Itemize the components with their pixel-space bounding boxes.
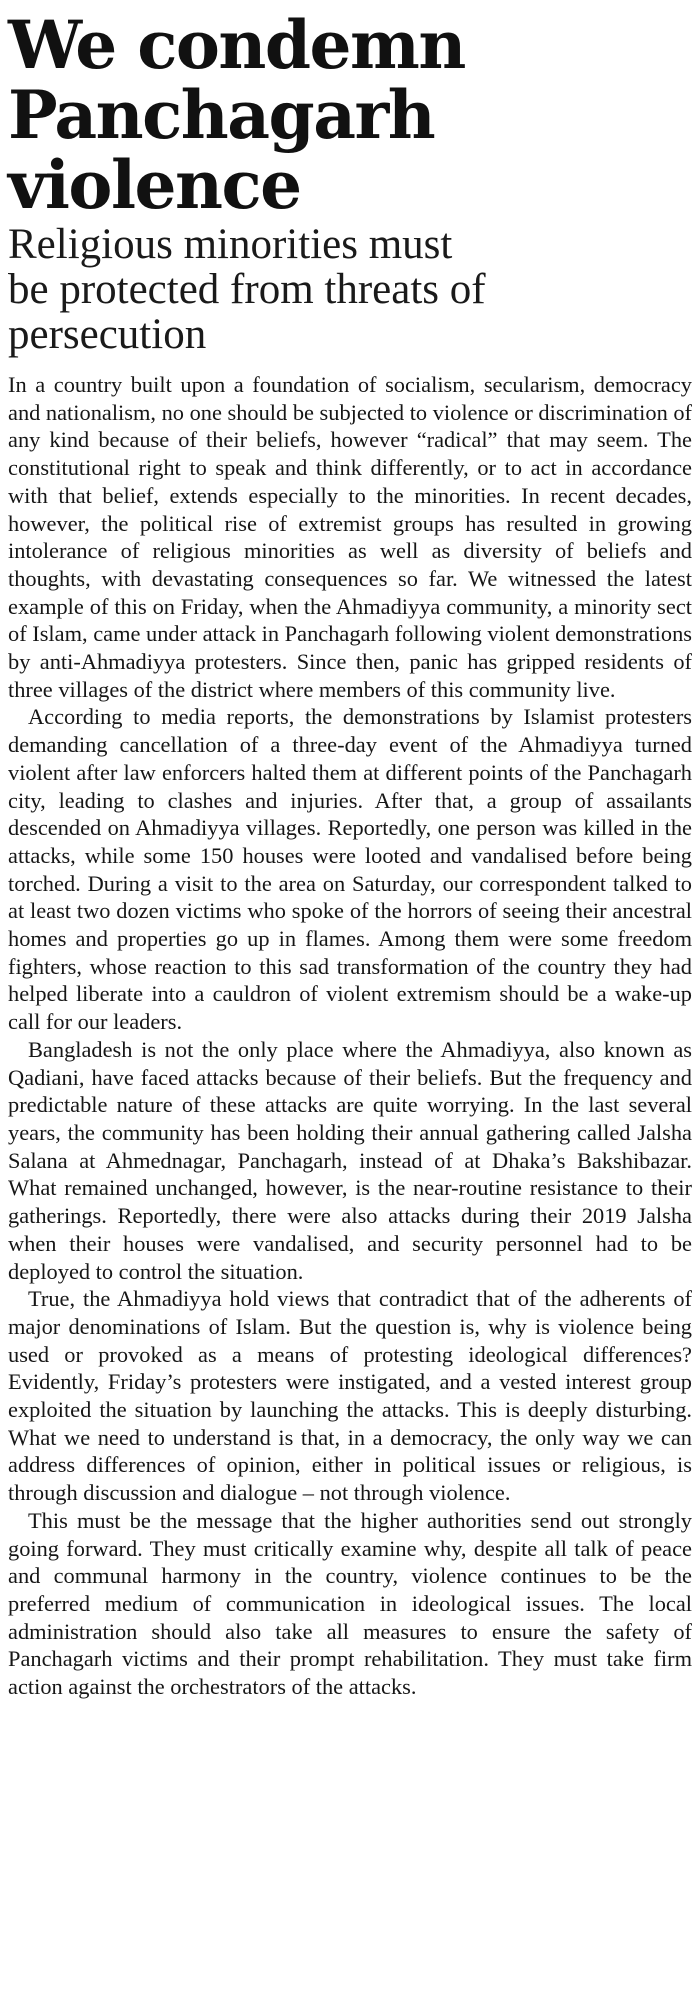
- subhead-line-1: Religious minorities must: [8, 221, 453, 268]
- paragraph-4: True, the Ahmadiyya hold views that contradict that of the adherents of major denominations of Islam. But the question is, why is violence being used or provoked as a means of protesting ideological differences? Evidently, Friday’s protesters were instigated, and a vested interest group exploited the situation by launching the attacks. This is deeply disturbing. What we need to understand is that, in a democracy, the only way we can address differences of opinion, either in political issues or religious, is through discussion and dialogue – not through violence.: [8, 1286, 692, 1506]
- subheadline: [8, 222, 692, 357]
- headline-line-2: Panchagarh: [8, 76, 435, 154]
- paragraph-1: In a country built upon a foundation of socialism, secularism, democracy and nationalism, no one should be subjected to violence or discrimination of any kind because of their beliefs, however “radical” that may seem. The constitutional right to speak and think differently, or to act in accordance with that belief, extends especially to the minorities. In recent decades, however, the political rise of extremist groups has resulted in growing intolerance of religious minorities as well as diversity of beliefs and thoughts, with devastating consequences so far. We witnessed the latest example of this on Friday, when the Ahmadiyya community, a minority sect of Islam, came under attack in Panchagarh following violent demonstrations by anti-Ahmadiyya protesters. Since then, panic has gripped residents of three villages of the district where members of this community live.: [8, 372, 693, 702]
- paragraph-3: Bangladesh is not the only place where the Ahmadiyya, also known as Qadiani, have faced attacks because of their beliefs. But the frequency and predictable nature of these attacks are quite worrying. In the last several years, the community has been holding their annual gathering called Jalsha Salana at Ahmednagar, Panchagarh, instead of at Dhaka’s Bakshibazar. What remained unchanged, however, is the near-routine resistance to their gatherings. Reportedly, there were also attacks during their 2019 Jalsha when their houses were vandalised, and security personnel had to be deployed to control the situation.: [8, 1036, 692, 1284]
- subhead-line-2: be protected from threats of: [8, 266, 486, 313]
- subhead-line-3: persecution: [8, 311, 207, 358]
- headline-line-1: We condemn: [8, 6, 465, 84]
- headline-line-3: violence: [8, 146, 301, 224]
- headline: [8, 6, 692, 224]
- editorial-article: [8, 6, 693, 1701]
- paragraph-2: According to media reports, the demonstrations by Islamist protesters demanding cancellation of a three-day event of the Ahmadiyya turned violent after law enforcers halted them at different points of the Panchagarh city, leading to clashes and injuries. After that, a group of assailants descended on Ahmadiyya villages. Reportedly, one person was killed in the attacks, while some 150 houses were looted and vandalised before being torched. During a visit to the area on Saturday, our correspondent talked to at least two dozen victims who spoke of the horrors of seeing their ancestral homes and properties go up in flames. Among them were some freedom fighters, whose reaction to this sad transformation of the country they had helped liberate into a cauldron of violent extremism should be a wake-up call for our leaders.: [8, 704, 692, 1035]
- paragraph-5: This must be the message that the higher authorities send out strongly going forward. They must critically examine why, despite all talk of peace and communal harmony in the country, violence continues to be the preferred medium of communication in ideological issues. The local administration should also take all measures to ensure the safety of Panchagarh victims and their prompt rehabilitation. They must take firm action against the orchestrators of the attacks.: [8, 1507, 692, 1700]
- article-body: [8, 371, 692, 1701]
